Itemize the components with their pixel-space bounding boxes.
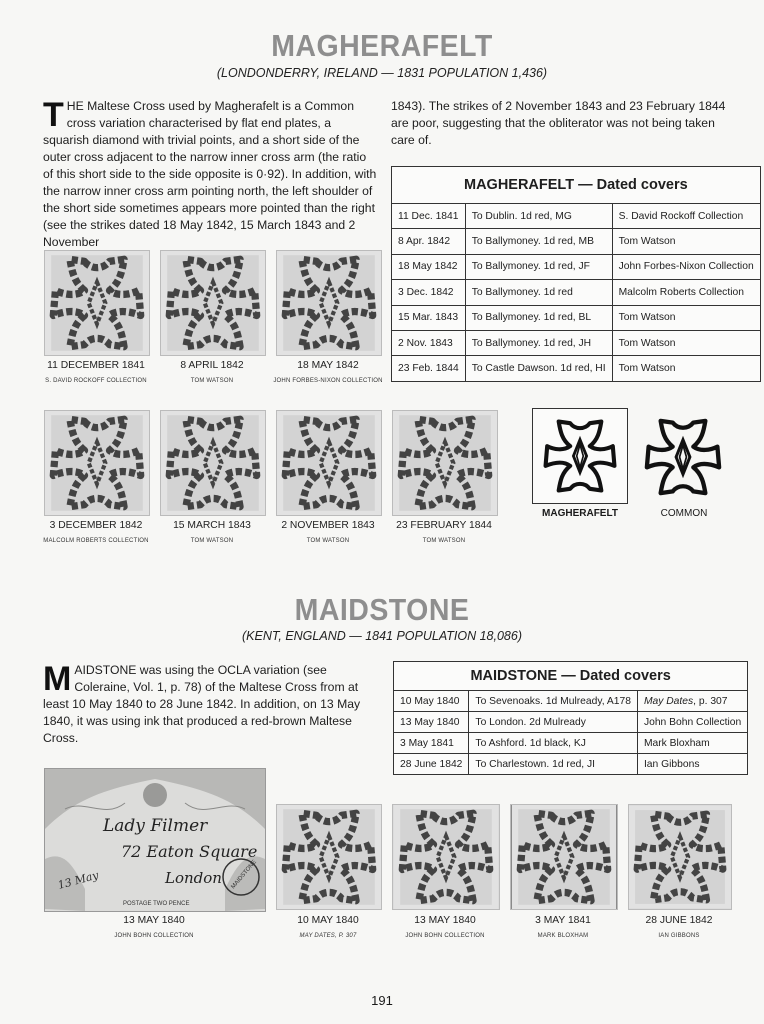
- table-title: MAGHERAFELT — Dated covers: [392, 167, 761, 204]
- cover-address-line: 72 Eaton Square: [121, 842, 258, 861]
- image-caption-date: 11 DECEMBER 1841: [47, 360, 145, 371]
- image-caption-date: 13 MAY 1840: [414, 915, 476, 926]
- image-caption-credit: TOM WATSON: [422, 538, 466, 544]
- image-caption-credit: JOHN BOHN COLLECTION: [405, 933, 485, 939]
- stamp-image: [276, 410, 382, 516]
- cover-postmark-text: MAIDSTONE: [230, 859, 258, 891]
- table-row: 15 Mar. 1843 To Ballymoney. 1d red, BL Tom Watson: [392, 305, 761, 330]
- image-caption-credit: IAN GIBBONS: [658, 933, 700, 939]
- table-row: 18 May 1842 To Ballymoney. 1d red, JF John Forbes-Nixon Collection: [392, 254, 761, 279]
- cover-postage-strip: POSTAGE TWO PENCE: [123, 901, 190, 907]
- diagram-label-magherafelt: MAGHERAFELT: [542, 508, 618, 519]
- dropcap: M: [43, 660, 72, 698]
- dated-covers-table-maidstone: [393, 661, 748, 775]
- mulready-cover-image: [44, 768, 266, 912]
- image-caption-date: 18 MAY 1842: [297, 360, 359, 371]
- dated-covers-table-magherafelt: [391, 166, 761, 382]
- dropcap: T: [43, 96, 64, 134]
- image-caption-credit: JOHN BOHN COLLECTION: [114, 933, 194, 939]
- image-caption-credit: TOM WATSON: [190, 538, 234, 544]
- stamp-image: [44, 410, 150, 516]
- stamp-image: [276, 804, 382, 910]
- image-caption-credit: MAY DATES, P. 307: [299, 933, 357, 939]
- image-caption-credit: S. DAVID ROCKOFF COLLECTION: [45, 378, 147, 384]
- stamp-image: [392, 804, 500, 910]
- intro-text-maidstone: [43, 662, 375, 747]
- table-row: 10 May 1840 To Sevenoaks. 1d Mulready, A178 May Dates, p. 307: [394, 691, 748, 712]
- cover-date-note: 13 May: [56, 868, 100, 892]
- cover-address-line: Lady Filmer: [103, 816, 208, 836]
- page-number: 191: [371, 993, 393, 1008]
- diagram-label-common: COMMON: [660, 508, 708, 519]
- image-caption-date: 28 JUNE 1842: [645, 915, 713, 926]
- table-row: 23 Feb. 1844 To Castle Dawson. 1d red, HI Tom Watson: [392, 356, 761, 381]
- image-caption-date: 3 MAY 1841: [535, 915, 591, 926]
- image-caption-credit: MARK BLOXHAM: [537, 933, 589, 939]
- stamp-image: [628, 804, 732, 910]
- image-caption-credit: TOM WATSON: [190, 378, 234, 384]
- section-title-magherafelt: MAGHERAFELT: [271, 28, 493, 63]
- image-caption-date: 3 DECEMBER 1842: [49, 520, 143, 531]
- stamp-image: [160, 410, 266, 516]
- stamp-image: [276, 250, 382, 356]
- table-row: 3 May 1841 To Ashford. 1d black, KJ Mark Bloxham: [394, 733, 748, 754]
- stamp-image: [44, 250, 150, 356]
- image-caption-date: 13 MAY 1840: [123, 915, 185, 926]
- body-paragraph: AIDSTONE was using the OCLA variation (see Coleraine, Vol. 1, p. 78) of the Maltese Cross from at least 10 May 1840 to 28 June 1842. In addition, on 13 May 1840, it was using ink that produced a red-brown Maltese Cross.: [43, 663, 361, 745]
- body-paragraph: HE Maltese Cross used by Magherafelt is a Common cross variation characterised by flat end plates, a squarish diamond with trivial points, and a short side of the outer cross adjacent to the narrow inner cross arm (the ratio of this short side to the side opposite is 0·92). In addition, with the narrow inner cross arm pointing north, the left shoulder of the short side sometimes appears more pointed than the right (see the strikes dated 18 May 1842, 15 March 1843 and 2 November: [43, 99, 377, 249]
- stamp-image: [392, 410, 498, 516]
- image-caption-credit: TOM WATSON: [306, 538, 350, 544]
- section-subtitle-magherafelt: (LONDONDERRY, IRELAND — 1831 POPULATION 1,436): [216, 66, 548, 80]
- image-caption-date: 23 FEBRUARY 1844: [396, 520, 492, 531]
- table-title: MAIDSTONE — Dated covers: [394, 662, 748, 691]
- section-title-maidstone: MAIDSTONE: [294, 592, 470, 627]
- image-caption-credit: MALCOLM ROBERTS COLLECTION: [43, 538, 149, 544]
- section-subtitle-maidstone: (KENT, ENGLAND — 1841 POPULATION 18,086): [242, 629, 522, 643]
- image-caption-credit: JOHN FORBES-NIXON COLLECTION: [273, 378, 383, 384]
- continued-text-magherafelt: 1843). The strikes of 2 November 1843 and 23 February 1844 are poor, suggesting that the obliterator was not being taken care of.: [391, 99, 726, 147]
- table-row: 28 June 1842 To Charlestown. 1d red, JI Ian Gibbons: [394, 754, 748, 775]
- image-caption-date: 8 APRIL 1842: [180, 360, 244, 371]
- table-row: 13 May 1840 To London. 2d Mulready John Bohn Collection: [394, 712, 748, 733]
- table-row: 8 Apr. 1842 To Ballymoney. 1d red, MB Tom Watson: [392, 229, 761, 254]
- cover-address-line: London: [165, 869, 222, 887]
- image-caption-date: 15 MARCH 1843: [173, 520, 251, 531]
- image-caption-date: 2 NOVEMBER 1843: [281, 520, 375, 531]
- maltese-cross-diagram-common: [640, 414, 728, 502]
- maltese-cross-diagram-magherafelt: [532, 408, 628, 504]
- stamp-image: [160, 250, 266, 356]
- image-caption-date: 10 MAY 1840: [297, 915, 359, 926]
- stamp-image: [510, 804, 618, 910]
- table-row: 3 Dec. 1842 To Ballymoney. 1d red Malcolm Roberts Collection: [392, 280, 761, 305]
- table-row: 2 Nov. 1843 To Ballymoney. 1d red, JH Tom Watson: [392, 330, 761, 355]
- intro-text-magherafelt: [43, 98, 379, 251]
- table-row: 11 Dec. 1841 To Dublin. 1d red, MG S. David Rockoff Collection: [392, 204, 761, 229]
